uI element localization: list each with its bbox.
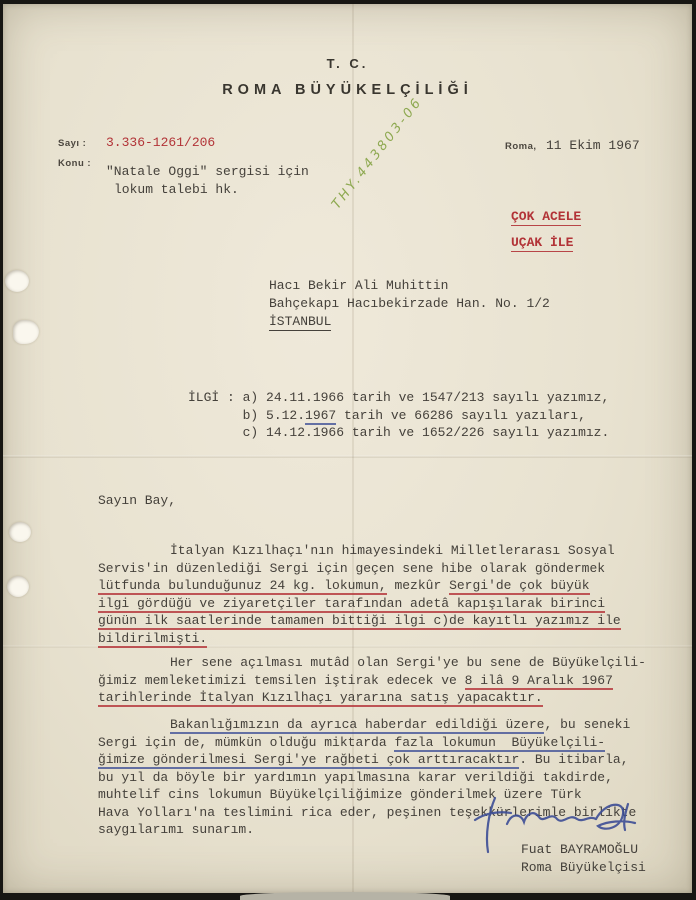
place-label: Roma, — [505, 141, 537, 152]
punch-hole — [5, 270, 29, 292]
references-block — [188, 389, 609, 442]
letterhead-tc: T. C. — [326, 56, 369, 71]
sayi-label: Sayı : — [58, 138, 87, 149]
urgency-stamp-line-1: ÇOK ACELE — [511, 209, 582, 224]
body-line: günün ilk saatlerinde tamamen bittiği ilgi c)de kayıtlı yazımız ile — [98, 613, 621, 628]
body-line: ilgi gördüğü ve ziyaretçiler tarafından adetâ kapışılarak birinci — [98, 595, 606, 611]
body-line: İtalyan Kızılhaçı'nın himayesindeki Milletlerarası Sosyal — [170, 543, 615, 558]
body-line: Servis'in düzenlediği Sergi için geçen sene hibe olarak göndermek — [98, 560, 606, 576]
scanner-bed-artifact — [240, 892, 450, 900]
recipient-name: Hacı Bekir Ali Muhittin — [269, 278, 449, 293]
signatory-title: Roma Büyükelçisi — [521, 860, 646, 875]
scan-edge-right — [692, 0, 696, 900]
date: 11 Ekim 1967 — [546, 138, 640, 153]
paper-crease — [3, 455, 692, 458]
body-line: lütfunda bulunduğunuz 24 kg. lokumun, mezkûr Sergi'de çok büyük — [98, 578, 590, 593]
reference-line: c) 14.12.1966 tarih ve 1652/226 sayılı yazımız. — [188, 425, 610, 440]
punch-hole — [13, 320, 39, 344]
body-line: bildirilmişti. — [98, 630, 208, 646]
body-line: Hava Yolları'na teslimini rica eder, peşinen teşekkürlerimle birlikte — [98, 804, 637, 820]
letterhead-embassy: ROMA BÜYÜKELÇİLİĞİ — [222, 82, 473, 98]
punch-hole — [7, 576, 29, 597]
body-paragraph-1 — [98, 542, 621, 647]
body-line: Bakanlığımızın da ayrıca haberdar edildiği üzere, bu seneki — [170, 717, 631, 732]
body-line: Her sene açılması mutâd olan Sergi'ye bu sene de Büyükelçili- — [170, 655, 646, 670]
recipient-address: Bahçekapı Hacıbekirzade Han. No. 1/2 — [269, 296, 550, 311]
body-line: ğimiz memleketimizi temsilen iştirak edecek ve 8 ilâ 9 Aralık 1967 — [98, 672, 613, 688]
scan-edge-left — [0, 0, 3, 900]
sayi-value: 3.336-1261/206 — [106, 135, 216, 150]
urgency-stamp-line-2: UÇAK İLE — [511, 235, 574, 250]
salutation: Sayın Bay, — [98, 493, 177, 508]
body-line: muhtelif cins lokumun Büyükelçiliğimize gönderilmek üzere Türk — [98, 787, 582, 802]
punch-hole — [9, 522, 31, 542]
body-line: tarihlerinde İtalyan Kızılhaçı yararına satış yapacaktır. — [98, 690, 543, 705]
paper — [3, 4, 692, 893]
konu-line-2: lokum talebi hk. — [114, 182, 239, 197]
konu-label: Konu : — [58, 158, 92, 169]
scan-edge-top — [0, 0, 696, 4]
body-line: ğimize gönderilmesi Sergi'ye rağbeti çok arttıracaktır. Bu itibarla, — [98, 752, 629, 767]
reference-line: İLGİ : a) 24.11.1966 tarih ve 1547/213 sayılı yazımız, — [188, 390, 610, 405]
signatory-name: Fuat BAYRAMOĞLU — [521, 842, 639, 857]
reference-line: b) 5.12.1967 tarih ve 66286 sayılı yazıları, — [188, 407, 586, 423]
body-line: Sergi için de, mümkün olduğu miktarda fazla lokumun Büyükelçili- — [98, 734, 606, 750]
konu-line-1: "Natale Oggi" sergisi için — [106, 164, 309, 179]
body-line: bu yıl da böyle bir yardımın yapılmasına karar verildiği takdirde, — [98, 769, 613, 785]
body-paragraph-2 — [98, 654, 646, 707]
handwritten-file-annotation: THY.443803-06 — [329, 94, 426, 213]
body-line: saygılarımı sunarım. — [98, 822, 255, 837]
recipient-city: İSTANBUL — [269, 314, 332, 329]
